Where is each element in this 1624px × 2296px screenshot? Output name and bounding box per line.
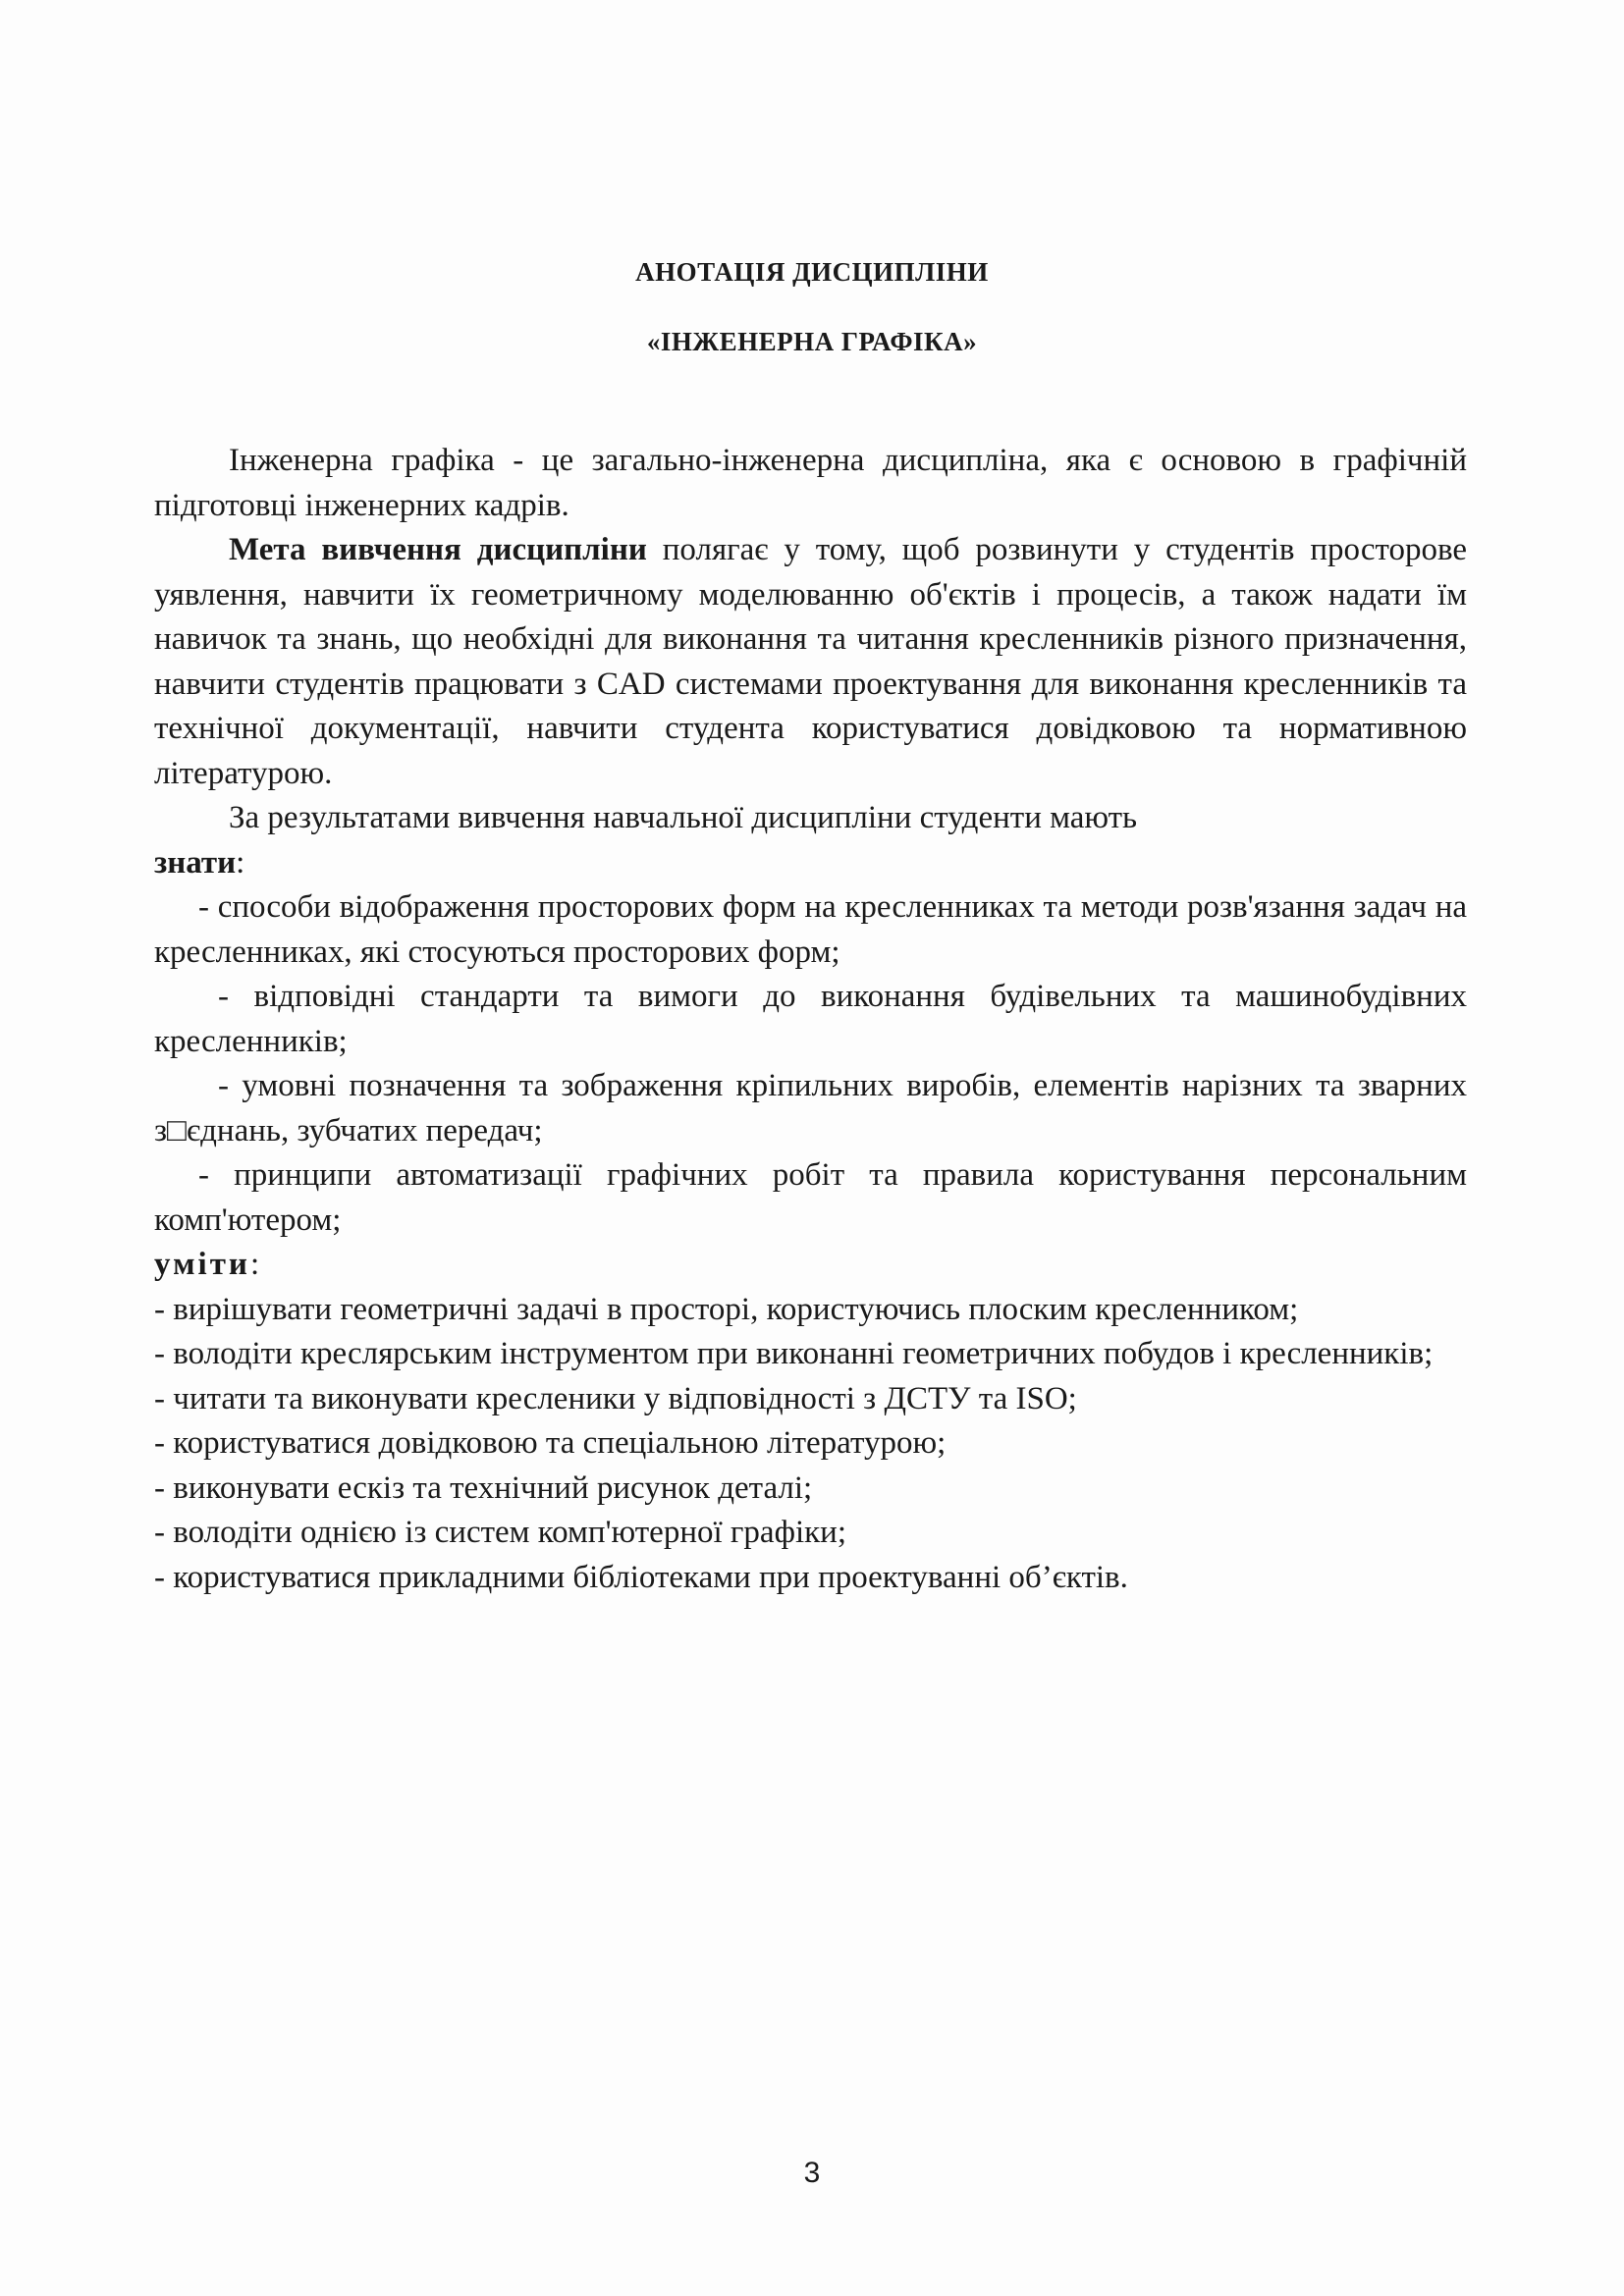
- know-item: - принципи автоматизації графічних робіт та правила користування персональним комп'ютером;: [154, 1157, 1467, 1238]
- results-intro: За результатами вивчення навчальної дисципліни студенти мають: [229, 800, 1138, 835]
- document-title: АНОТАЦІЯ ДИСЦИПЛІНИ: [635, 257, 989, 287]
- can-item: - виконувати ескіз та технічний рисунок деталі;: [154, 1469, 813, 1506]
- know-label: знати: [154, 844, 237, 881]
- know-item: - способи відображення просторових форм на кресленниках та методи розв'язання задач на кресленниках, які стосуються просторових форм;: [154, 889, 1467, 970]
- can-label: уміти: [154, 1247, 250, 1282]
- document-body: [154, 439, 1467, 1600]
- goal-paragraph: [154, 528, 1467, 796]
- can-item: - користуватися довідковою та спеціальною літературою;: [154, 1425, 947, 1461]
- document-subtitle: «ІНЖЕНЕРНА ГРАФІКА»: [646, 327, 978, 356]
- can-item: - читати та виконувати кресленики у відповідності з ДСТУ та ISO;: [154, 1380, 1077, 1416]
- know-item: - відповідні стандарти та вимоги до виконання будівельних та машинобудівних кресленників;: [154, 979, 1467, 1059]
- goal-text: полягає у тому, щоб розвинути у студентів просторове уявлення, навчити їх геометричному моделюванню об'єктів і процесів, а також надати їм навичок та знань, що необхідні для виконання та читання кресленників різного призначення, навчити студентів працювати з CAD системами проектування для виконання кресленників та технічної документації, навчити студента користуватися довідковою та нормативною літературою.: [154, 532, 1467, 791]
- can-item: - володіти креслярським інструментом при виконанні геометричних побудов і кресленників;: [154, 1336, 1434, 1371]
- know-item: - умовні позначення та зображення кріпильних виробів, елементів нарізних та зварних з□єднань, зубчатих передач;: [154, 1068, 1467, 1148]
- can-heading: уміти:: [154, 1247, 260, 1282]
- can-item: - володіти однією із систем комп'ютерної графіки;: [154, 1515, 846, 1550]
- can-item: - вирішувати геометричні задачі в просторі, користуючись плоским кресленником;: [154, 1291, 1299, 1327]
- goal-label: Мета вивчення дисципліни: [229, 532, 647, 567]
- can-item: - користуватися прикладними бібліотеками при проектуванні об’єктів.: [154, 1559, 1128, 1595]
- page-number: 3: [803, 2157, 821, 2189]
- intro-paragraph: Інженерна графіка - це загально-інженерна дисципліна, яка є основою в графічній підготовці інженерних кадрів.: [154, 443, 1467, 523]
- know-heading: знати:: [154, 844, 245, 881]
